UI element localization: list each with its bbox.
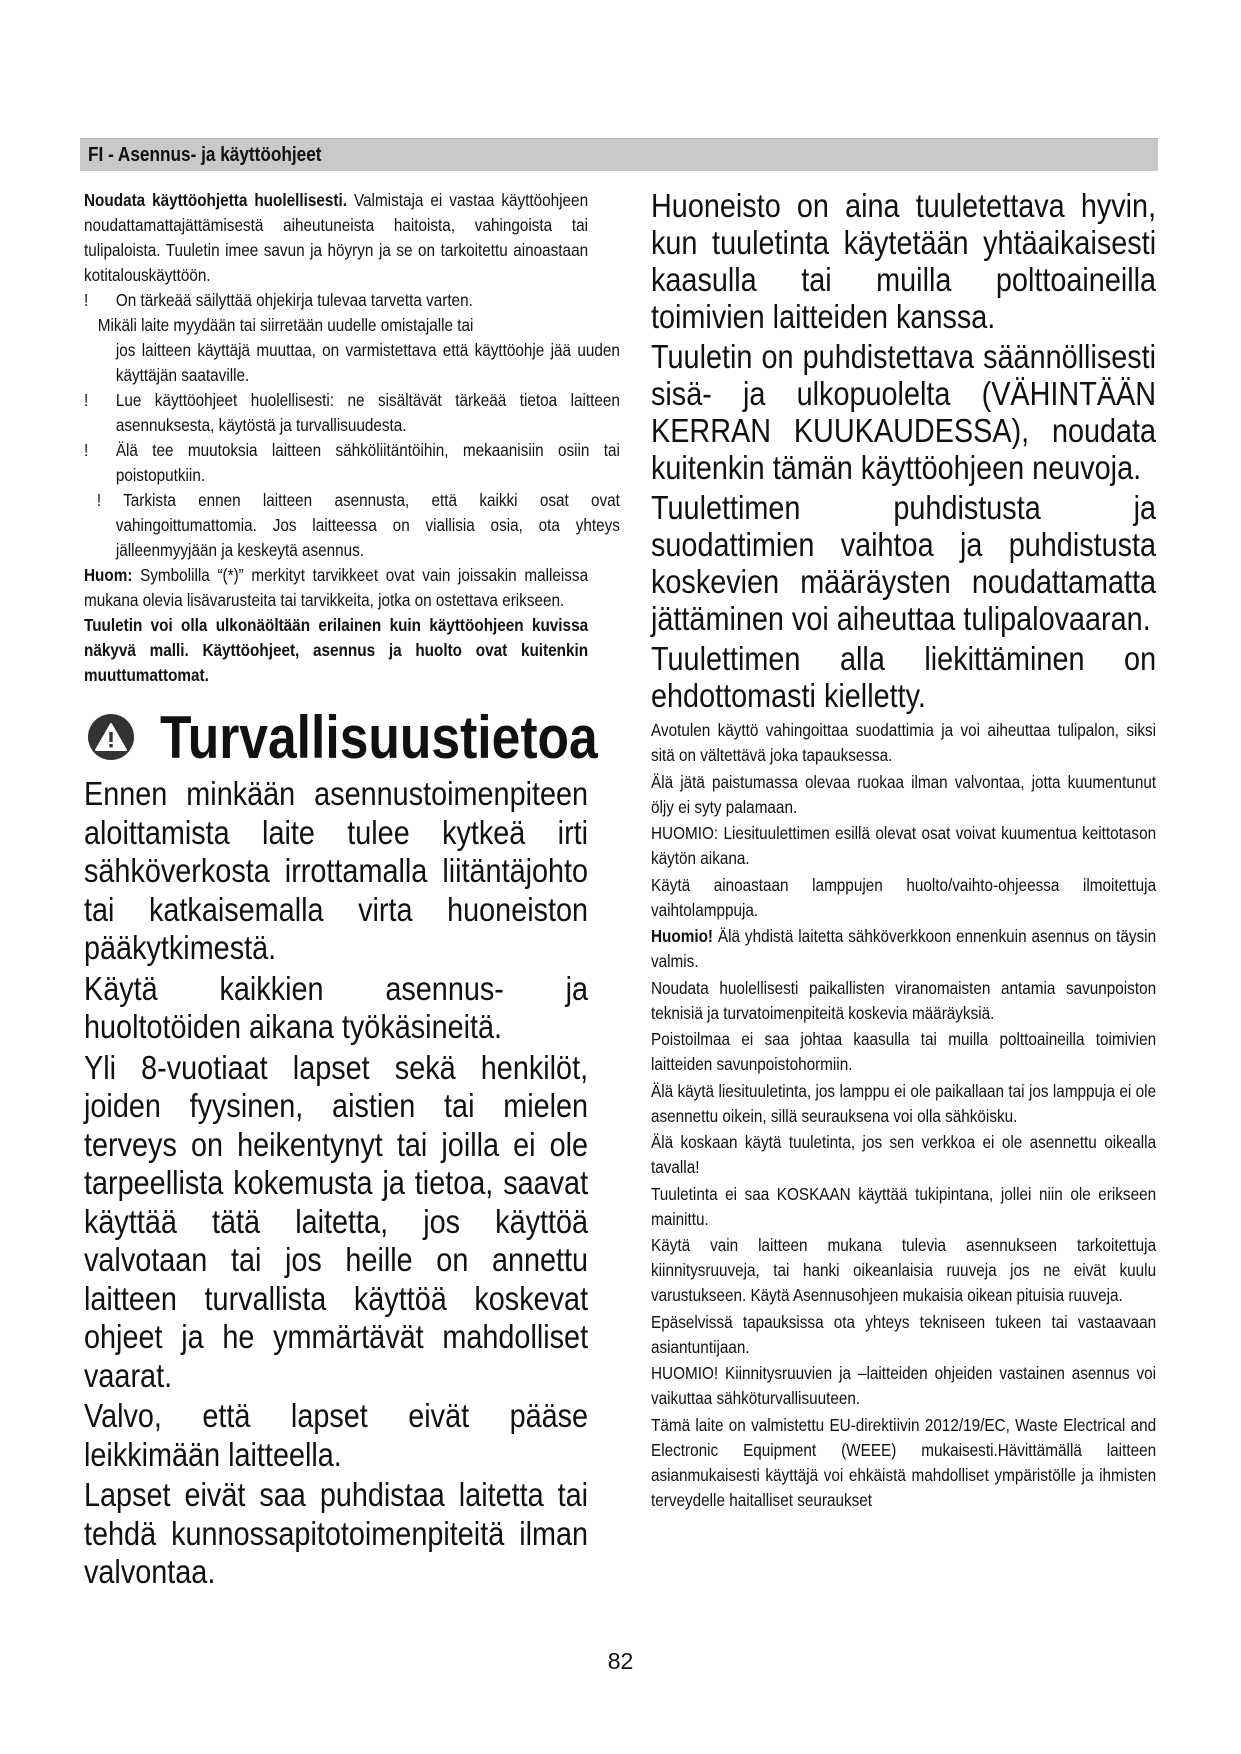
exclamation-icon: ! [84,440,89,460]
warning-triangle-icon [88,714,134,760]
right-column [651,188,1156,1514]
ventilation-paragraph: Huoneisto on aina tuuletettava hyvin, kun tuuletinta käytetään yhtäaikaisesti kaasulla tai muilla polttoaineilla toimivien laitteiden kanssa. [651,188,1157,336]
page-title: FI - Asennus- ja käyttöohjeet [88,144,322,166]
page-number: 82 [607,1648,634,1674]
fire-risk-paragraph: Tuulettimen puhdistusta ja suodattimien vaihtoa ja puhdistusta koskevien määräysten noudattamatta jättäminen voi aiheuttaa tulipalovaaran. [651,490,1157,638]
safety-disconnect-paragraph: Ennen minkään asennustoimenpiteen aloittamista laite tulee kytkeä irti sähköverkosta irrottamalla liitäntäjohto tai katkaisemalla virta huoneiston pääkytkimestä. [84,776,589,967]
exhaust-paragraph: Poistoilmaa ei saa johtaa kaasulla tai muilla polttoaineilla toimivien laitteiden savunpoistohormiin. [651,1029,1157,1074]
lamp-shock-paragraph: Älä käytä liesituuletinta, jos lamppu ei ole paikallaan tai jos lamppuja ei ole asennettu oikein, sillä seurauksena voi olla sähköisku. [651,1080,1157,1126]
safety-cleaning-paragraph: Lapset eivät saa puhdistaa laitetta tai tehdä kunnossapitotoimenpiteitä ilman valvontaa. [84,1477,589,1591]
flambe-forbidden-paragraph: Tuulettimen alla liekittäminen on ehdottomasti kielletty. [651,641,1157,715]
intro-text: Valmistaja ei vastaa käyttöohjeen noudattamattajättämisestä aiheutuneista haitoista, vahingoista tai tulipaloista. Tuuletin imee savun ja höyryn ja se on tarkoitettu ainoastaan kotitalouskäyttöön. [84,190,589,285]
exclamation-icon: ! [84,390,89,410]
screws-paragraph: Käytä vain laitteen mukana tulevia asennukseen tarkoitettuja kiinnitysruuveja, tai hanki oikeanlaisia ruuveja jos ne eivät kuulu varustukseen. Käytä Asennusohjeen mukaisia oikean pituisia ruuveja. [651,1235,1157,1305]
cleaning-paragraph: Tuuletin on puhdistettava säännöllisesti sisä- ja ulkopuolelta (VÄHINTÄÄN KERRAN KUUKAUDESSA), noudata kuitenkin tämän käyttöohjeen neuvoja. [651,339,1157,487]
left-column [84,188,620,1595]
connect-lead: Huomio! [651,926,714,946]
model-appearance-note: Tuuletin voi olla ulkonäöltään erilainen kuin käyttöohjeen kuvissa näkyvä malli. Käyttöohjeet, asennus ja huolto ovat kuitenkin muuttumattomat. [84,615,589,685]
bullet-new-owner-line2: jos laitteen käyttäjä muuttaa, on varmistettava että käyttöohje jää uuden käyttäjän saataville. [115,340,620,385]
bullet-new-owner-line1: Mikäli laite myydään tai siirretään uudelle omistajalle tai [97,315,474,335]
electrical-safety-paragraph: HUOMIO! Kiinnitysruuvien ja –laitteiden ohjeiden vastainen asennus voi vaikuttaa sähköturvallisuuteen. [651,1363,1157,1408]
grid-paragraph: Älä koskaan käytä tuuletinta, jos sen verkkoa ei ole asennettu oikealla tavalla! [651,1132,1157,1177]
safety-supervise-paragraph: Valvo, että lapset eivät pääse leikkimään laitteella. [84,1398,589,1474]
regulations-paragraph: Noudata huolellisesti paikallisten viranomaisten antamia savunpoiston teknisiä ja turvatoimenpiteitä koskevia määräyksiä. [651,977,1157,1023]
safety-children-paragraph: Yli 8-vuotiaat lapset sekä henkilöt, joiden fyysinen, aistien tai mielen terveys on heikentynyt tai joilla ei ole tarpeellista kokemusta ja tietoa, saavat käyttää tätä laitetta, jos käyttöä valvotaan tai jos heille on annettu laitteen turvallista käyttöä koskevat ohjeet ja he ymmärtävät mahdolliset vaarat. [84,1049,589,1395]
note-paragraph: Huom: Symbolilla “(*)” merkityt tarvikkeet ovat vain joissakin malleissa mukana olevia lisävarusteita tai tarvikkeita, jotka on ostettava erikseen. [84,565,589,610]
bullet-check-parts: ! Tarkista ennen laitteen asennusta, että kaikki osat ovat vahingoittumattomia. Jos laitteessa on viallisia osia, ota yhteys jälleenmyyjään ja keskeytä asennus. [96,490,620,560]
weee-paragraph: Tämä laite on valmistettu EU-direktiivin 2012/19/EC, Waste Electrical and Electronic Equipment (WEEE) mukaisesti.Hävittämällä laitteen asianmukaisesti käyttäjä voi ehkäistä mahdolliset ympäristölle ja ihmisten terveydelle haitalliset seuraukset [651,1414,1157,1510]
support-surface-paragraph: Tuuletinta ei saa KOSKAAN käyttää tukipintana, jollei niin ole erikseen mainittu. [651,1183,1157,1229]
safety-gloves-paragraph: Käytä kaikkien asennus- ja huoltotöiden aikana työkäsineitä. [84,970,589,1046]
bullet-no-modifications: ! Älä tee muutoksia laitteen sähköliitäntöihin, mekaanisiin osiin tai poistoputkiin. [84,440,620,485]
connect-paragraph: Huomio! Älä yhdistä laitetta sähköverkkoon ennenkuin asennus on täysin valmis. [651,926,1157,971]
exclamation-icon: ! [84,290,89,310]
hot-parts-paragraph: HUOMIO: Liesituulettimen esillä olevat osat voivat kuumentua keittotason käytön aikana. [651,823,1157,868]
tech-support-paragraph: Epäselvissä tapauksissa ota yhteys tekniseen tukeen tai vastaavaan asiantuntijaan. [651,1311,1157,1357]
header-bar [80,138,1158,171]
open-flame-paragraph: Avotulen käyttö vahingoittaa suodattimia ja voi aiheuttaa tulipalon, siksi sitä on vältettävä joka tapauksessa. [651,720,1157,765]
intro-paragraph [84,188,588,288]
intro-lead: Noudata käyttöohjetta huolellisesti. [84,190,347,210]
bullet-read-carefully: ! Lue käyttöohjeet huolellisesti: ne sisältävät tärkeää tietoa laitteen asennuksesta, käytöstä ja turvallisuudesta. [84,390,620,435]
section-title: Turvallisuustietoa [160,703,598,771]
bullet-keep-manual: ! On tärkeää säilyttää ohjekirja tulevaa tarvetta varten. [84,288,620,313]
note-lead: Huom: [84,565,133,585]
lamps-paragraph: Käytä ainoastaan lamppujen huolto/vaihto-ohjeessa ilmoitettuja vaihtolamppuja. [651,874,1157,920]
frying-paragraph: Älä jätä paistumassa olevaa ruokaa ilman valvontaa, jotta kuumentunut öljy ei syty palamaan. [651,771,1157,817]
safety-heading [84,698,598,776]
